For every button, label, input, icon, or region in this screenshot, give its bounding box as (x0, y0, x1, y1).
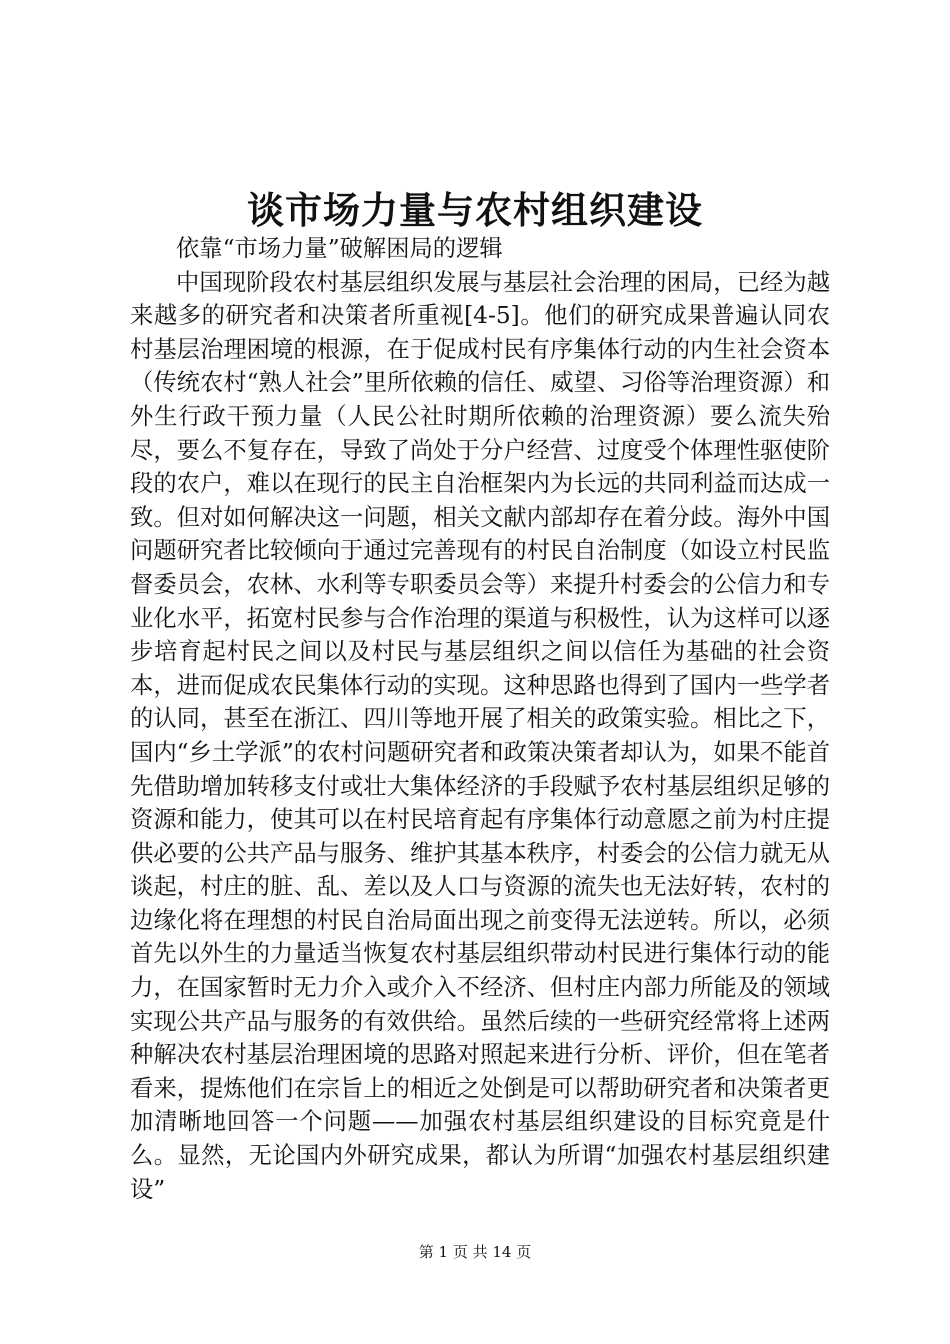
page-number-footer: 第 1 页 共 14 页 (418, 1243, 532, 1261)
document-body (130, 232, 830, 1206)
page-title: 谈市场力量与农村组织建设 (247, 188, 703, 232)
section-subheading: 依靠“市场力量”破解困局的逻辑 (176, 235, 503, 262)
body-paragraph: 中国现阶段农村基层组织发展与基层社会治理的困局，已经为越来越多的研究者和决策者所重视[4-5]。他们的研究成果普遍认同农村基层治理困境的根源，在于促成村民有序集体行动的内生社会资本（传统农村“熟人社会”里所依赖的信任、威望、习俗等治理资源）和外生行政干预力量（人民公社时期所依赖的治理资源）要么流失殆尽，要么不复存在，导致了尚处于分户经营、过度受个体理性驱使阶段的农户，难以在现行的民主自治框架内为长远的共同利益而达成一致。但对如何解决这一问题，相关文献内部却存在着分歧。海外中国问题研究者比较倾向于通过完善现有的村民自治制度（如设立村民监督委员会，农林、水利等专职委员会等）来提升村委会的公信力和专业化水平，拓宽村民参与合作治理的渠道与积极性，认为这样可以逐步培育起村民之间以及村民与基层组织之间以信任为基础的社会资本，进而促成农民集体行动的实现。这种思路也得到了国内一些学者的认同，甚至在浙江、四川等地开展了相关的政策实验。相比之下，国内“乡土学派”的农村问题研究者和政策决策者却认为，如果不能首先借助增加转移支付或壮大集体经济的手段赋予农村基层组织足够的资源和能力，使其可以在村民培育起有序集体行动意愿之前为村庄提供必要的公共产品与服务、维护其基本秩序，村委会的公信力就无从谈起，村庄的脏、乱、差以及人口与资源的流失也无法好转，农村的边缘化将在理想的村民自治局面出现之前变得无法逆转。所以，必须首先以外生的力量适当恢复农村基层组织带动村民进行集体行动的能力，在国家暂时无力介入或介入不经济、但村庄内部力所能及的领域实现公共产品与服务的有效供给。虽然后续的一些研究经常将上述两种解决农村基层治理困境的思路对照起来进行分析、评价，但在笔者看来，提炼他们在宗旨上的相近之处倒是可以帮助研究者和决策者更加清晰地回答一个问题——加强农村基层组织建设的目标究竟是什么。显然，无论国内外研究成果，都认为所谓“加强农村基层组织建设” (130, 268, 830, 1203)
